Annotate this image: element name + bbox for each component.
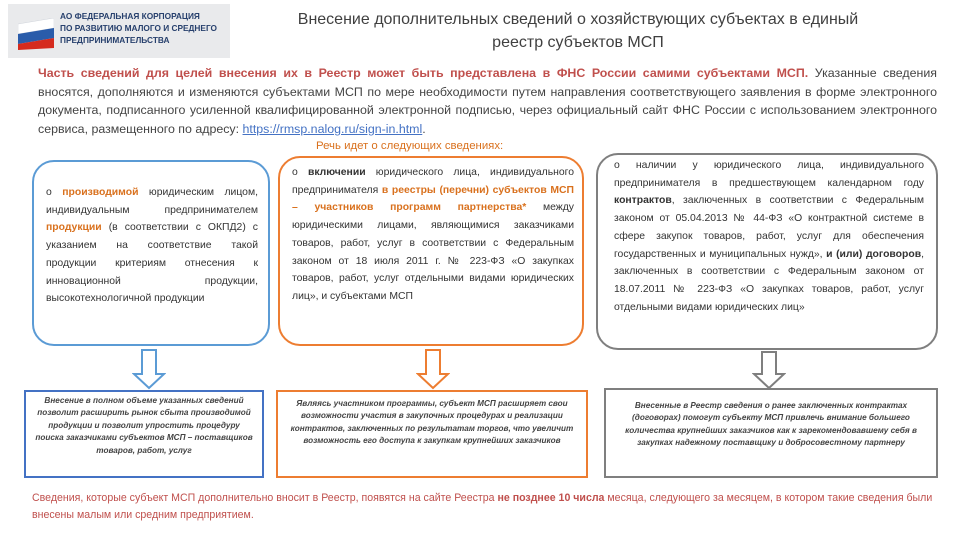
- contracts-text-1: о наличии у юридического лица, индивидуального предпринимателя в предшествующем календарном году: [614, 160, 924, 189]
- products-highlight-products: продукции: [46, 222, 102, 234]
- contracts-highlight-contracts: контрактов: [614, 195, 672, 207]
- logo-line-2: ПО РАЗВИТИЮ МАЛОГО И СРЕДНЕГО: [60, 23, 218, 33]
- contracts-text: [614, 157, 924, 316]
- products-text-1: о: [46, 187, 63, 198]
- benefit-note-products: Внесение в полном объеме указанных сведений позволит расширить рынок сбыта производимой продукции и позволит упростить процедуру поиска заказчиками субъектов МСП – поставщиков товаров, работ, услуг: [24, 390, 264, 478]
- contracts-text-2: , заключенных в соответствии с Федеральным законом от 05.04.2013 № 44-ФЗ «О контрактной системе в сфере закупок товаров, работ, услуг для обеспечения государственных и муниципальных нужд»,: [614, 195, 924, 260]
- russian-flag-logo: [18, 18, 54, 50]
- footer-deadline: не позднее 10 числа: [497, 492, 605, 504]
- footer-text-2: месяца, следующего за месяцем, в котором такие сведения были внесены малым или средним предприятием.: [32, 492, 933, 521]
- logo-line-3: ПРЕДПРИНИМАТЕЛЬСТВА: [60, 35, 170, 45]
- partnership-text: [292, 164, 574, 306]
- intro-paragraph: [38, 64, 937, 138]
- footer-text-1: Сведения, которые субъект МСП дополнительно вносит в Реестр, появятся на сайте Реестра: [32, 492, 498, 504]
- intro-lead: Часть сведений для целей внесения их в Реестр может быть представлена в ФНС России самими субъектами МСП.: [38, 66, 809, 80]
- partnership-highlight-inclusion: включении: [307, 167, 366, 178]
- info-box-partnership: [278, 156, 584, 346]
- title-line-1: Внесение дополнительных сведений о хозяйствующих субъектах в единый: [297, 11, 859, 28]
- info-box-products: [32, 160, 270, 346]
- benefit-note-partnership: Являясь участником программы, субъект МСП расширяет свои возможности участия в закупочных процедурах и реализации контрактов, заключенных по результатам торгов, что увеличит возможность его доступа к закупкам крупнейших заказчиков: [276, 390, 588, 478]
- intro-text: Указанные сведения вносятся, дополняются и изменяются субъектами МСП по мере необходимости путем направления соответствующего заявления в форме электронного документа, подписанного усиленной квалифицированной электронной подписью, через официальный сайт ФНС России с использованием электронного сервиса, размещенного по адресу:: [38, 66, 938, 136]
- logo-banner: [8, 4, 230, 58]
- contracts-text-3: , заключенных в соответствии с Федеральным законом от 18.07.2011 № 223-ФЗ «О закупках товаров, работ, услуг отдельными видами юридических лиц»: [614, 248, 924, 313]
- page-title: [238, 8, 918, 54]
- products-text-3: (в соответствии с ОКПД2) с указанием на соответствие такой продукции критериям отнесения к инновационной продукции, высокотехнологичной продукции: [46, 222, 258, 305]
- logo-line-1: АО ФЕДЕРАЛЬНАЯ КОРПОРАЦИЯ: [60, 11, 200, 21]
- products-text: [46, 184, 258, 308]
- partnership-text-3: между юридическими лицами, являющимися заказчиками товаров, работ, услуг в соответствии с Федеральным законом от 18 июля 2011 г. № 223-ФЗ «О закупках товаров, работ, услуг отдельными видами юридических лиц», и субъектами МСП: [292, 202, 574, 302]
- footer-note: [32, 490, 937, 524]
- contracts-highlight-agreements: и (или) договоров: [826, 248, 922, 260]
- registry-link[interactable]: https://rmsp.nalog.ru/sign-in.html: [242, 121, 423, 136]
- down-arrow-icon: [416, 348, 450, 390]
- intro-end: .: [422, 121, 426, 136]
- info-box-contracts: [596, 153, 938, 350]
- partnership-text-2: юридического лица, индивидуального предпринимателя: [292, 167, 574, 196]
- products-text-2: юридическим лицом, индивидуальным предпринимателем: [46, 187, 258, 216]
- title-line-2: реестр субъектов МСП: [492, 34, 664, 51]
- down-arrow-icon: [752, 350, 786, 390]
- products-highlight-produced: производимой: [62, 187, 139, 198]
- benefit-note-contracts: Внесенные в Реестр сведения о ранее заключенных контрактах (договорах) помогут субъекту МСП привлечь внимание большего количества крупнейших заказчиков как к зарекомендовавшему себя в закупках надежному поставщику и добросовестному партнеру: [604, 388, 938, 478]
- section-subtitle: Речь идет о следующих сведениях:: [316, 140, 504, 152]
- down-arrow-icon: [132, 348, 166, 390]
- logo-text: [60, 10, 217, 46]
- partnership-highlight-registries: в реестры (перечни) субъектов МСП – участников программ партнерства*: [292, 184, 574, 214]
- partnership-text-1: о: [292, 167, 308, 178]
